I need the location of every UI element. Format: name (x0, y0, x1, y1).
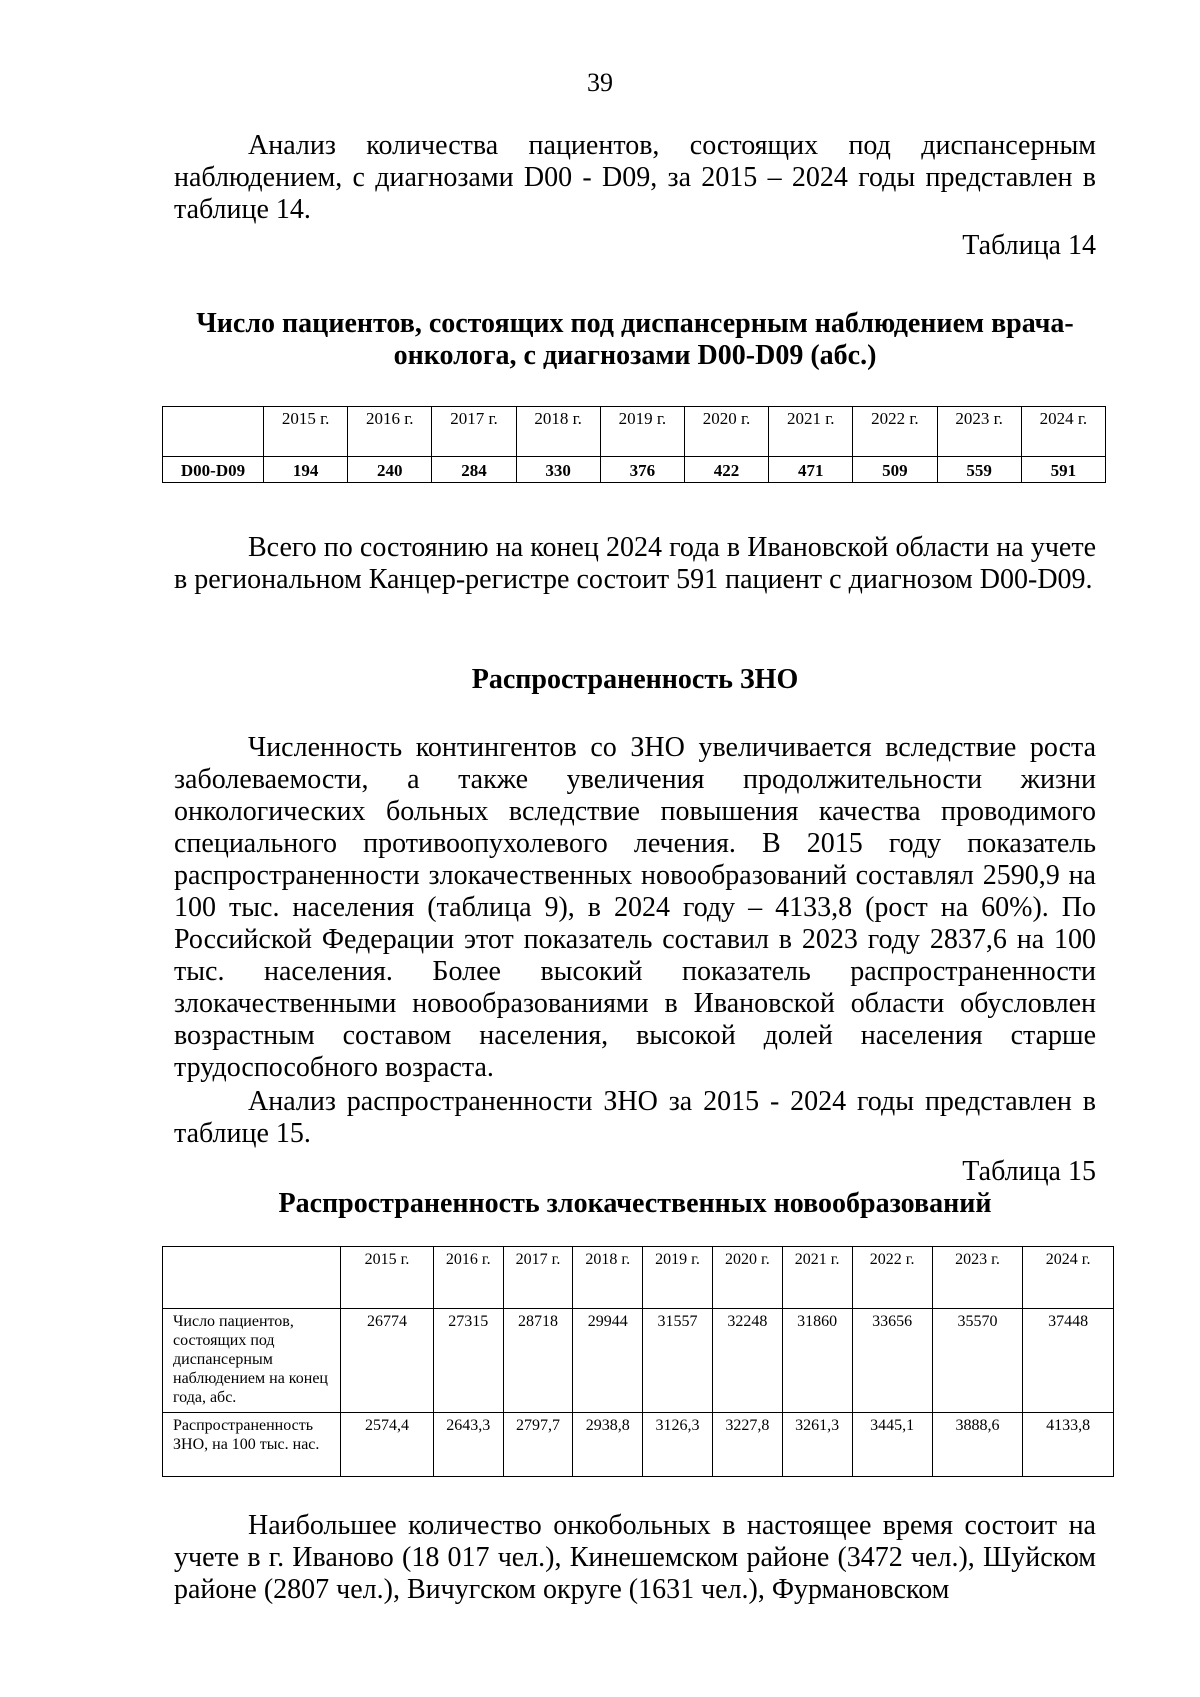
table-cell: 3888,6 (932, 1413, 1023, 1477)
table-cell: 2797,7 (503, 1413, 573, 1477)
table-corner-cell (163, 407, 264, 457)
table-14 (162, 406, 1106, 483)
table-cell: 31860 (782, 1309, 852, 1413)
table-cell: 330 (516, 457, 600, 483)
year-header: 2018 г. (573, 1247, 643, 1309)
row-label: Число пациентов, состоящих под диспансерным наблюдением на конец года, абс. (163, 1309, 341, 1413)
table-cell: 240 (348, 457, 432, 483)
year-header: 2016 г. (348, 407, 432, 457)
table-cell: 194 (264, 457, 348, 483)
year-header: 2018 г. (516, 407, 600, 457)
year-header: 2020 г. (684, 407, 768, 457)
year-header: 2022 г. (852, 1247, 932, 1309)
table-cell: 3126,3 (643, 1413, 713, 1477)
analysis-paragraph: Анализ распространенности ЗНО за 2015 - 2024 годы представлен в таблице 15. (174, 1086, 1096, 1149)
table-cell: 28718 (503, 1309, 573, 1413)
table-cell: 32248 (712, 1309, 782, 1413)
year-header: 2019 г. (643, 1247, 713, 1309)
table-15 (162, 1246, 1114, 1477)
year-header: 2015 г. (341, 1247, 434, 1309)
year-header: 2015 г. (264, 407, 348, 457)
table-cell: 3445,1 (852, 1413, 932, 1477)
year-header: 2017 г. (432, 407, 516, 457)
table-header-row (163, 407, 1106, 457)
year-header: 2023 г. (937, 407, 1021, 457)
table-cell: 31557 (643, 1309, 713, 1413)
table-row (163, 457, 1106, 483)
table-14-label: Таблица 14 (962, 230, 1096, 261)
year-header: 2022 г. (853, 407, 937, 457)
table-cell: 4133,8 (1023, 1413, 1114, 1477)
table-cell: 509 (853, 457, 937, 483)
year-header: 2024 г. (1023, 1247, 1114, 1309)
table-cell: 376 (600, 457, 684, 483)
table-cell: 35570 (932, 1309, 1023, 1413)
year-header: 2024 г. (1021, 407, 1105, 457)
table-cell: 3227,8 (712, 1413, 782, 1477)
table-cell: 471 (769, 457, 853, 483)
table-cell: 29944 (573, 1309, 643, 1413)
table-header-row (163, 1247, 1114, 1309)
page-number: 39 (587, 68, 613, 97)
intro-paragraph: Анализ количества пациентов, состоящих под диспансерным наблюдением, с диагнозами D00 - D09, за 2015 – 2024 годы представлен в таблице 14. (174, 130, 1096, 225)
year-header: 2021 г. (782, 1247, 852, 1309)
year-header: 2021 г. (769, 407, 853, 457)
table-cell: 2643,3 (433, 1413, 503, 1477)
table-row (163, 1309, 1114, 1413)
year-header: 2016 г. (433, 1247, 503, 1309)
table-cell: 2938,8 (573, 1413, 643, 1477)
table-15-title: Распространенность злокачественных новообразований (278, 1188, 992, 1219)
closing-paragraph: Наибольшее количество онкобольных в настоящее время состоит на учете в г. Иваново (18 017 чел.), Кинешемском районе (3472 чел.), Шуйском районе (2807 чел.), Вичугском округе (1631 чел.), Фурмановском (174, 1510, 1096, 1605)
table-cell: 3261,3 (782, 1413, 852, 1477)
table-cell: 37448 (1023, 1309, 1114, 1413)
table-cell: 2574,4 (341, 1413, 434, 1477)
table-corner-cell (163, 1247, 341, 1309)
table-row (163, 1413, 1114, 1477)
year-header: 2019 г. (600, 407, 684, 457)
summary-paragraph: Всего по состоянию на конец 2024 года в Ивановской области на учете в региональном Канцер-регистре состоит 591 пациент с диагнозом D00-D09. (174, 532, 1096, 595)
year-header: 2023 г. (932, 1247, 1023, 1309)
table-cell: 26774 (341, 1309, 434, 1413)
year-header: 2020 г. (712, 1247, 782, 1309)
row-label: D00-D09 (163, 457, 264, 483)
prevalence-paragraph: Численность контингентов со ЗНО увеличивается вследствие роста заболеваемости, а также увеличения продолжительности жизни онкологических больных вследствие повышения качества проводимого специального противоопухолевого лечения. В 2015 году показатель распространенности злокачественных новообразований составлял 2590,9 на 100 тыс. населения (таблица 9), в 2024 году – 4133,8 (рост на 60%). По Российской Федерации этот показатель составил в 2023 году 2837,6 на 100 тыс. населения. Более высокий показатель распространенности злокачественными новообразованиями в Ивановской области обусловлен возрастным составом населения, высокой долей населения старше трудоспособного возраста. (174, 732, 1096, 1083)
row-label: Распространенность ЗНО, на 100 тыс. нас. (163, 1413, 341, 1477)
table-15-label: Таблица 15 (962, 1156, 1096, 1187)
table-cell: 422 (684, 457, 768, 483)
year-header: 2017 г. (503, 1247, 573, 1309)
section-heading: Распространенность ЗНО (471, 664, 799, 695)
table-cell: 559 (937, 457, 1021, 483)
table-cell: 33656 (852, 1309, 932, 1413)
table-cell: 591 (1021, 457, 1105, 483)
table-cell: 284 (432, 457, 516, 483)
table-14-title: Число пациентов, состоящих под диспансерным наблюдением врача-онколога, с диагнозами D00-D09 (абс.) (196, 308, 1074, 371)
table-cell: 27315 (433, 1309, 503, 1413)
